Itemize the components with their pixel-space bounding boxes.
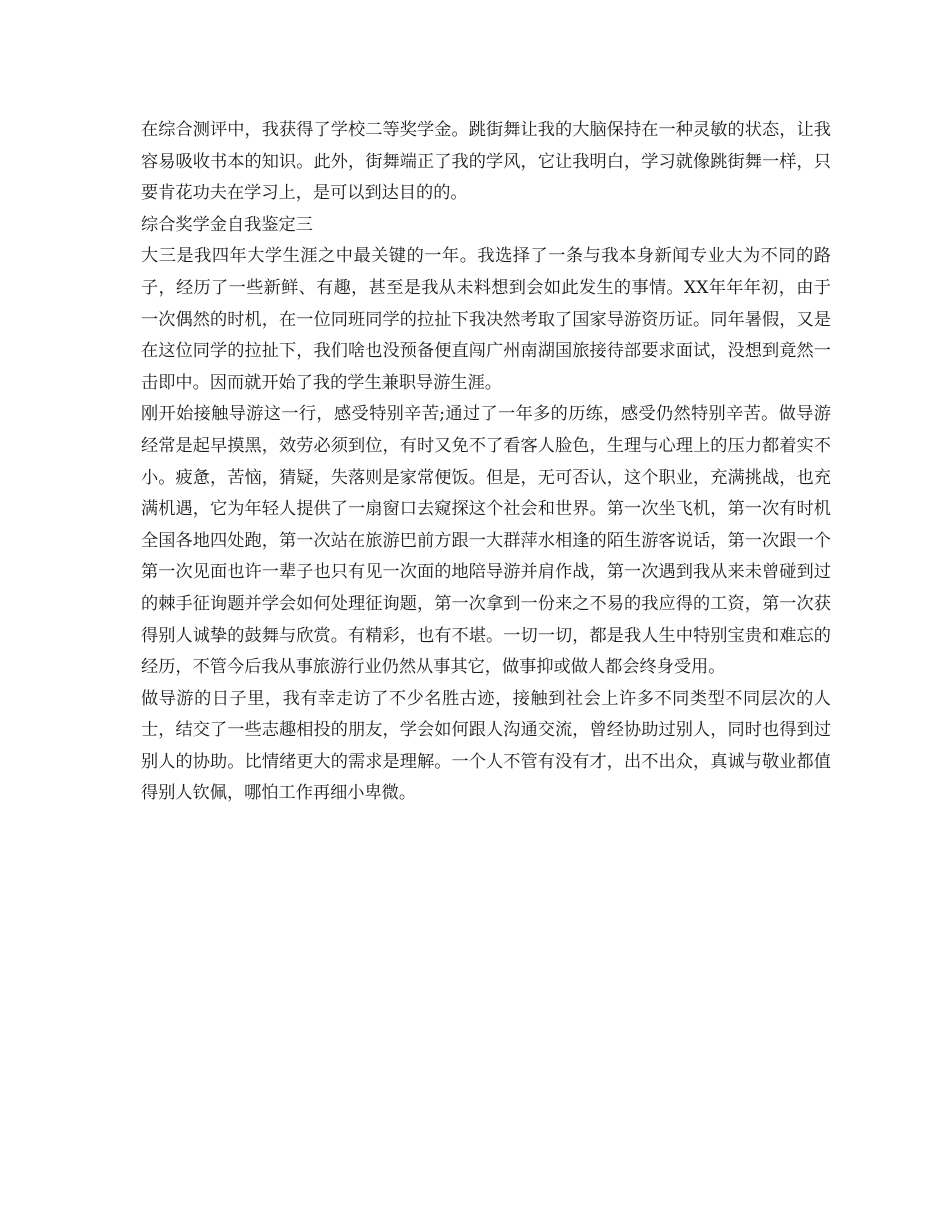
paragraph-tour-guide-experience: 刚开始接触导游这一行，感受特别辛苦;通过了一年多的历练，感受仍然特别辛苦。做导游经常是起早摸黑，效劳必须到位，有时又免不了看客人脸色，生理与心理上的压力都着实不小。疲惫，苦恼，猜疑，失落则是家常便饭。但是，无可否认，这个职业，充满挑战，也充满机遇，它为年轻人提供了一扇窗口去窥探这个社会和世界。第一次坐飞机，第一次有时机全国各地四处跑，第一次站在旅游巴前方跟一大群萍水相逢的陌生游客说话，第一次跟一个第一次见面也许一辈子也只有见一次面的地陪导游并肩作战，第一次遇到我从来未曾碰到过的棘手征询题并学会如何处理征询题，第一次拿到一份来之不易的我应得的工资，第一次获得别人诚挚的鼓舞与欣赏。有精彩，也有不堪。一切一切，都是我人生中特别宝贵和难忘的经历，不管今后我从事旅游行业仍然从事其它，做事抑或做人都会终身受用。 <box>141 404 831 678</box>
paragraph-scholarship-result: 在综合测评中，我获得了学校二等奖学金。跳街舞让我的大脑保持在一种灵敏的状态，让我容易吸收书本的知识。此外，街舞端正了我的学风，它让我明白，学习就像跳街舞一样，只要肯花功夫在学习上，是可以到达目的的。 <box>141 120 831 204</box>
section-heading: 综合奖学金自我鉴定三 <box>141 214 313 235</box>
document-body <box>141 115 831 810</box>
paragraph-junior-year: 大三是我四年大学生涯之中最关键的一年。我选择了一条与我本身新闻专业大为不同的路子，经历了一些新鲜、有趣，甚至是我从未料想到会如此发生的事情。XX年年年初，由于一次偶然的时机，在一位同班同学的拉扯下我决然考取了国家导游资历证。同年暑假，又是在这位同学的拉扯下，我们啥也没预备便直闯广州南湖国旅接待部要求面试，没想到竟然一击即中。因而就开始了我的学生兼职导游生涯。 <box>141 246 831 393</box>
paragraph-tour-guide-reflection: 做导游的日子里，我有幸走访了不少名胜古迹，接触到社会上许多不同类型不同层次的人士，结交了一些志趣相投的朋友，学会如何跟人沟通交流，曾经协助过别人，同时也得到过别人的协助。比情绪更大的需求是理解。一个人不管有没有才，出不出众，真诚与敬业都值得别人钦佩，哪怕工作再细小卑微。 <box>141 688 831 804</box>
